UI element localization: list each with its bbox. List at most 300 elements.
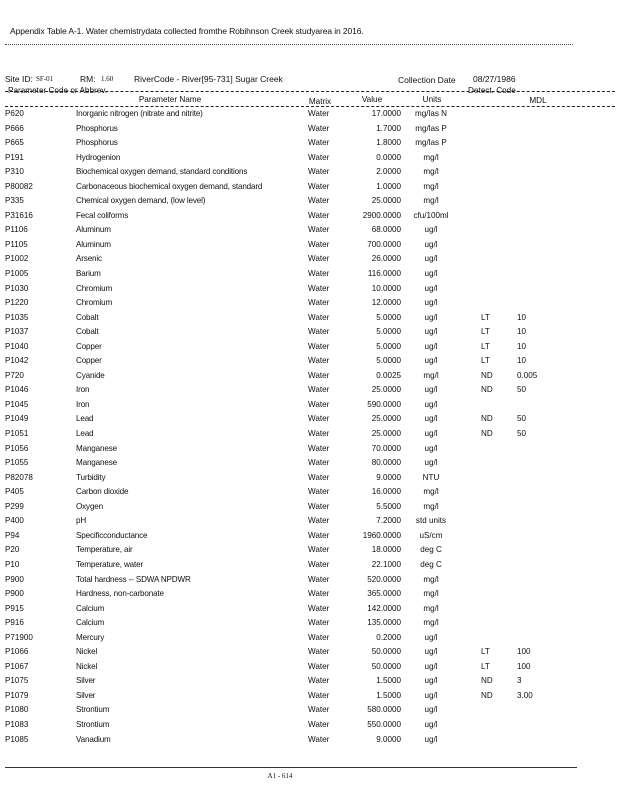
units-cell: ug/l (424, 283, 438, 293)
matrix-cell: Water (308, 239, 330, 249)
param-code-cell: P1079 (5, 690, 29, 700)
param-name-cell: Turbidity (76, 472, 106, 482)
table-row (0, 327, 618, 342)
param-code-cell: P665 (5, 138, 24, 148)
param-code-cell: P310 (5, 167, 24, 177)
matrix-cell: Water (308, 661, 330, 671)
value-cell: 17.0000 (371, 109, 401, 118)
matrix-cell: Water (308, 269, 330, 279)
units-cell: std units (415, 516, 447, 526)
matrix-cell: Water (308, 719, 330, 729)
units-cell: ug/l (424, 269, 438, 279)
matrix-cell: Water (308, 647, 330, 657)
value-cell: 5.0000 (376, 312, 401, 322)
units-cell: ug/l (424, 341, 438, 351)
table-row (0, 167, 618, 182)
matrix-cell: Water (308, 399, 330, 409)
value-cell: 10.0000 (371, 283, 401, 293)
units-cell: mg/l (423, 370, 439, 380)
title-divider (5, 44, 573, 45)
value-cell: 1.5000 (376, 676, 401, 686)
matrix-cell: Water (308, 559, 330, 569)
units-cell: ug/l (424, 298, 438, 308)
param-code-cell: P1002 (5, 254, 29, 264)
matrix-cell: Water (308, 530, 330, 540)
param-code-cell: P94 (5, 530, 20, 540)
mdl-cell: 10 (517, 356, 527, 366)
units-cell: mg/l (423, 501, 439, 511)
param-name-cell: Manganese (76, 458, 117, 468)
param-name-cell: Nickel (76, 647, 98, 657)
param-name-cell: Cyanide (76, 370, 105, 380)
units-cell: ug/l (424, 414, 438, 424)
units-cell: ug/l (424, 239, 438, 249)
units-cell: ug/l (424, 385, 438, 395)
rm-value: 1.60 (101, 75, 114, 83)
value-cell: 700.0000 (367, 239, 401, 249)
rm-label: RM: (80, 74, 96, 84)
param-code-cell: P915 (5, 603, 24, 613)
table-row (0, 735, 618, 750)
matrix-cell: Water (308, 167, 330, 177)
param-name-cell: Manganese (76, 443, 117, 453)
table-row (0, 182, 618, 197)
detect-code-cell: LT (481, 327, 490, 337)
detect-code-cell: ND (481, 370, 493, 380)
param-code-cell: P1046 (5, 385, 29, 395)
param-name-cell: Nickel (76, 661, 98, 671)
table-row (0, 356, 618, 371)
param-code-cell: P82078 (5, 472, 33, 482)
table-row (0, 662, 618, 677)
param-name-cell: Aluminum (76, 239, 111, 249)
matrix-cell: Water (308, 109, 330, 118)
value-cell: 5.0000 (376, 327, 401, 337)
param-name-cell: Strontium (76, 719, 110, 729)
param-name-cell: Iron (76, 385, 90, 395)
param-code-cell: P1035 (5, 312, 29, 322)
param-code-cell: P1051 (5, 429, 29, 439)
matrix-cell: Water (308, 152, 330, 162)
units-cell: ug/l (424, 254, 438, 264)
value-cell: 580.0000 (367, 705, 401, 715)
value-cell: 50.0000 (371, 661, 401, 671)
param-code-cell: P1030 (5, 283, 29, 293)
mdl-cell: 3.00 (517, 690, 533, 700)
table-row (0, 575, 618, 590)
matrix-cell: Water (308, 385, 330, 395)
param-name-cell: Arsenic (76, 254, 102, 264)
units-cell: mg/las N (415, 109, 447, 118)
matrix-cell: Water (308, 210, 330, 220)
value-cell: 0.2000 (376, 632, 401, 642)
param-name-cell: Chromium (76, 298, 113, 308)
param-name-cell: pH (76, 516, 87, 526)
value-cell: 1.8000 (376, 138, 401, 148)
param-name-cell: Silver (76, 690, 96, 700)
detect-code-cell: LT (481, 647, 490, 657)
table-row (0, 487, 618, 502)
mdl-cell: 100 (517, 661, 531, 671)
units-cell: mg/l (423, 618, 439, 628)
table-row (0, 414, 618, 429)
units-cell: mg/l (423, 196, 439, 206)
detect-code-cell: ND (481, 414, 493, 424)
param-code-cell: P1105 (5, 239, 28, 249)
detect-code-cell: LT (481, 312, 490, 322)
param-code-cell: P405 (5, 487, 24, 497)
table-title: Appendix Table A-1. Water chemistrydata collected fromthe Robihnson Creek studyarea in 2016. (10, 26, 364, 36)
param-code-cell: P900 (5, 589, 24, 599)
value-cell: 1960.0000 (362, 530, 401, 540)
value-cell: 1.7000 (376, 123, 401, 133)
matrix-cell: Water (308, 472, 330, 482)
value-cell: 5.0000 (376, 356, 401, 366)
detect-code-cell: ND (481, 676, 493, 686)
param-code-cell: P1083 (5, 719, 29, 729)
matrix-cell: Water (308, 341, 330, 351)
mdl-cell: 50 (517, 385, 527, 395)
units-cell: ug/l (424, 356, 438, 366)
value-cell: 70.0000 (371, 443, 401, 453)
param-name-cell: Temperature, air (76, 545, 133, 555)
units-cell: ug/l (424, 327, 438, 337)
matrix-cell: Water (308, 196, 330, 206)
units-cell: ug/l (424, 734, 438, 744)
param-name-cell: Mercury (76, 632, 105, 642)
param-name-cell: Copper (76, 341, 102, 351)
matrix-cell: Water (308, 690, 330, 700)
value-cell: 9.0000 (376, 734, 401, 744)
col-header-units: Units (422, 95, 442, 104)
value-cell: 25.0000 (371, 429, 401, 439)
value-cell: 2900.0000 (362, 210, 401, 220)
param-name-cell: Phosphorus (76, 138, 118, 148)
value-cell: 25.0000 (371, 385, 401, 395)
value-cell: 5.5000 (376, 501, 401, 511)
units-cell: ug/l (424, 458, 438, 468)
table-row (0, 313, 618, 328)
table-row (0, 589, 618, 604)
matrix-cell: Water (308, 370, 330, 380)
matrix-cell: Water (308, 283, 330, 293)
table-row (0, 400, 618, 415)
param-code-cell: P31616 (5, 210, 33, 220)
matrix-cell: Water (308, 501, 330, 511)
value-cell: 135.0000 (367, 618, 401, 628)
param-code-cell: P400 (5, 516, 24, 526)
col-header-detect-code: Detect. Code (468, 86, 516, 95)
table-row (0, 618, 618, 633)
param-code-cell: P1042 (5, 356, 29, 366)
col-header-param-code: Parameter Code or Abbrev. (8, 86, 108, 95)
param-code-cell: P720 (5, 370, 24, 380)
value-cell: 22.1000 (371, 559, 401, 569)
mdl-cell: 50 (517, 414, 527, 424)
matrix-cell: Water (308, 298, 330, 308)
param-code-cell: P666 (5, 123, 24, 133)
value-cell: 590.0000 (367, 399, 401, 409)
table-row (0, 691, 618, 706)
value-cell: 80.0000 (371, 458, 401, 468)
param-name-cell: Silver (76, 676, 96, 686)
value-cell: 12.0000 (371, 298, 401, 308)
table-row (0, 269, 618, 284)
table-row (0, 298, 618, 313)
matrix-cell: Water (308, 312, 330, 322)
col-header-param-name: Parameter Name (138, 95, 202, 104)
units-cell: ug/l (424, 676, 438, 686)
units-cell: ug/l (424, 632, 438, 642)
matrix-cell: Water (308, 356, 330, 366)
param-name-cell: Aluminum (76, 225, 111, 235)
table-row (0, 604, 618, 619)
units-cell: ug/l (424, 661, 438, 671)
table-row (0, 284, 618, 299)
param-name-cell: Biochemical oxygen demand, standard conditions (76, 167, 248, 177)
param-code-cell: P1037 (5, 327, 29, 337)
table-row (0, 196, 618, 211)
matrix-cell: Water (308, 589, 330, 599)
param-code-cell: P900 (5, 574, 24, 584)
value-cell: 50.0000 (371, 647, 401, 657)
data-table (0, 109, 618, 749)
value-cell: 9.0000 (376, 472, 401, 482)
matrix-cell: Water (308, 443, 330, 453)
param-code-cell: P1055 (5, 458, 29, 468)
param-name-cell: Carbon dioxide (76, 487, 129, 497)
value-cell: 0.0025 (376, 370, 401, 380)
matrix-cell: Water (308, 516, 330, 526)
param-name-cell: Chromium (76, 283, 113, 293)
param-code-cell: P1075 (5, 676, 29, 686)
value-cell: 1.0000 (376, 181, 401, 191)
param-name-cell: Chemical oxygen demand, (low level) (76, 196, 206, 206)
footer-divider (5, 767, 577, 768)
param-name-cell: Hydrogenion (76, 152, 121, 162)
units-cell: NTU (422, 472, 440, 482)
site-id-label: Site ID: (5, 74, 33, 84)
param-code-cell: P1049 (5, 414, 29, 424)
table-row (0, 705, 618, 720)
mdl-cell: 10 (517, 341, 527, 351)
table-row (0, 633, 618, 648)
value-cell: 2.0000 (376, 167, 401, 177)
units-cell: ug/l (424, 429, 438, 439)
param-name-cell: Total hardness -- SDWA NPDWR (76, 574, 191, 584)
table-row (0, 109, 618, 124)
value-cell: 365.0000 (367, 589, 401, 599)
table-row (0, 211, 618, 226)
table-row (0, 516, 618, 531)
matrix-cell: Water (308, 458, 330, 468)
mdl-cell: 100 (517, 647, 531, 657)
param-name-cell: Temperature, water (76, 559, 144, 569)
matrix-cell: Water (308, 487, 330, 497)
matrix-cell: Water (308, 414, 330, 424)
param-name-cell: Lead (76, 429, 94, 439)
param-code-cell: P1220 (5, 298, 29, 308)
units-cell: mg/las P (415, 138, 447, 148)
matrix-cell: Water (308, 632, 330, 642)
units-cell: deg C (420, 559, 442, 569)
value-cell: 1.5000 (376, 690, 401, 700)
table-row (0, 240, 618, 255)
value-cell: 26.0000 (371, 254, 401, 264)
detect-code-cell: LT (481, 661, 490, 671)
units-cell: mg/l (423, 181, 439, 191)
param-name-cell: Inorganic nitrogen (nitrate and nitrite) (76, 109, 203, 118)
matrix-cell: Water (308, 254, 330, 264)
units-cell: ug/l (424, 719, 438, 729)
table-row (0, 153, 618, 168)
units-cell: cfu/100ml (413, 210, 449, 220)
table-row (0, 720, 618, 735)
mdl-cell: 3 (517, 676, 522, 686)
value-cell: 68.0000 (371, 225, 401, 235)
table-row (0, 458, 618, 473)
param-code-cell: P1106 (5, 225, 28, 235)
units-cell: mg/l (423, 487, 439, 497)
units-cell: uS/cm (419, 530, 443, 540)
table-row (0, 545, 618, 560)
param-name-cell: Iron (76, 399, 90, 409)
units-cell: mg/l (423, 603, 439, 613)
units-cell: ug/l (424, 225, 438, 235)
units-cell: ug/l (424, 312, 438, 322)
table-row (0, 225, 618, 240)
param-name-cell: Hardness, non-carbonate (76, 589, 164, 599)
param-name-cell: Vanadium (76, 734, 111, 744)
header-divider-bottom (5, 106, 615, 107)
value-cell: 25.0000 (371, 414, 401, 424)
value-cell: 142.0000 (367, 603, 401, 613)
units-cell: deg C (420, 545, 442, 555)
matrix-cell: Water (308, 429, 330, 439)
table-row (0, 254, 618, 269)
collection-date: 08/27/1986 (473, 74, 516, 84)
param-name-cell: Specificconductance (76, 530, 148, 540)
col-header-mdl: MDL (529, 96, 547, 105)
param-code-cell: P1080 (5, 705, 29, 715)
units-cell: mg/l (423, 589, 439, 599)
param-code-cell: P80082 (5, 181, 33, 191)
collection-date-label: Collection Date (398, 75, 456, 85)
matrix-cell: Water (308, 327, 330, 337)
table-row (0, 429, 618, 444)
matrix-cell: Water (308, 705, 330, 715)
matrix-cell: Water (308, 676, 330, 686)
param-code-cell: P1045 (5, 399, 29, 409)
param-name-cell: Calcium (76, 618, 105, 628)
mdl-cell: 0.005 (517, 370, 538, 380)
units-cell: mg/l (423, 152, 439, 162)
param-code-cell: P620 (5, 109, 24, 118)
param-name-cell: Barium (76, 269, 101, 279)
col-header-value: Value (361, 95, 383, 104)
detect-code-cell: LT (481, 341, 490, 351)
param-code-cell: P10 (5, 559, 20, 569)
table-row (0, 342, 618, 357)
table-row (0, 531, 618, 546)
value-cell: 520.0000 (367, 574, 401, 584)
value-cell: 7.2000 (376, 516, 401, 526)
param-code-cell: P916 (5, 618, 24, 628)
param-name-cell: Strontium (76, 705, 110, 715)
table-row (0, 502, 618, 517)
matrix-cell: Water (308, 225, 330, 235)
mdl-cell: 50 (517, 429, 527, 439)
units-cell: ug/l (424, 443, 438, 453)
param-name-cell: Carbonaceous biochemical oxygen demand, standard (76, 181, 263, 191)
param-code-cell: P299 (5, 501, 24, 511)
table-row (0, 560, 618, 575)
table-row (0, 473, 618, 488)
mdl-cell: 10 (517, 312, 527, 322)
param-name-cell: Cobalt (76, 312, 99, 322)
table-row (0, 676, 618, 691)
param-code-cell: P335 (5, 196, 24, 206)
table-row (0, 385, 618, 400)
table-row (0, 124, 618, 139)
river-code: RiverCode - River[95-731] Sugar Creek (134, 74, 283, 84)
detect-code-cell: ND (481, 429, 493, 439)
table-row (0, 138, 618, 153)
value-cell: 18.0000 (371, 545, 401, 555)
detect-code-cell: ND (481, 385, 493, 395)
site-id-value: SF-01 (36, 75, 54, 83)
matrix-cell: Water (308, 181, 330, 191)
units-cell: ug/l (424, 705, 438, 715)
matrix-cell: Water (308, 734, 330, 744)
matrix-cell: Water (308, 603, 330, 613)
param-name-cell: Lead (76, 414, 94, 424)
units-cell: ug/l (424, 647, 438, 657)
units-cell: mg/las P (415, 123, 447, 133)
units-cell: mg/l (423, 167, 439, 177)
value-cell: 0.0000 (376, 152, 401, 162)
matrix-cell: Water (308, 123, 330, 133)
param-code-cell: P1056 (5, 443, 29, 453)
value-cell: 5.0000 (376, 341, 401, 351)
units-cell: ug/l (424, 399, 438, 409)
param-code-cell: P1066 (5, 647, 29, 657)
table-row (0, 371, 618, 386)
param-code-cell: P1040 (5, 341, 29, 351)
param-code-cell: P71900 (5, 632, 33, 642)
param-code-cell: P20 (5, 545, 20, 555)
param-code-cell: P1005 (5, 269, 29, 279)
table-row (0, 444, 618, 459)
param-code-cell: P1085 (5, 734, 29, 744)
param-name-cell: Calcium (76, 603, 105, 613)
param-name-cell: Fecal coliforms (76, 210, 129, 220)
value-cell: 16.0000 (371, 487, 401, 497)
param-code-cell: P1067 (5, 661, 29, 671)
page-number: A1 - 614 (267, 772, 293, 780)
param-name-cell: Phosphorus (76, 123, 118, 133)
units-cell: ug/l (424, 690, 438, 700)
value-cell: 116.0000 (367, 269, 401, 279)
detect-code-cell: LT (481, 356, 490, 366)
param-name-cell: Oxygen (76, 501, 103, 511)
matrix-cell: Water (308, 138, 330, 148)
matrix-cell: Water (308, 618, 330, 628)
mdl-cell: 10 (517, 327, 527, 337)
table-row (0, 647, 618, 662)
param-code-cell: P191 (5, 152, 24, 162)
value-cell: 25.0000 (371, 196, 401, 206)
